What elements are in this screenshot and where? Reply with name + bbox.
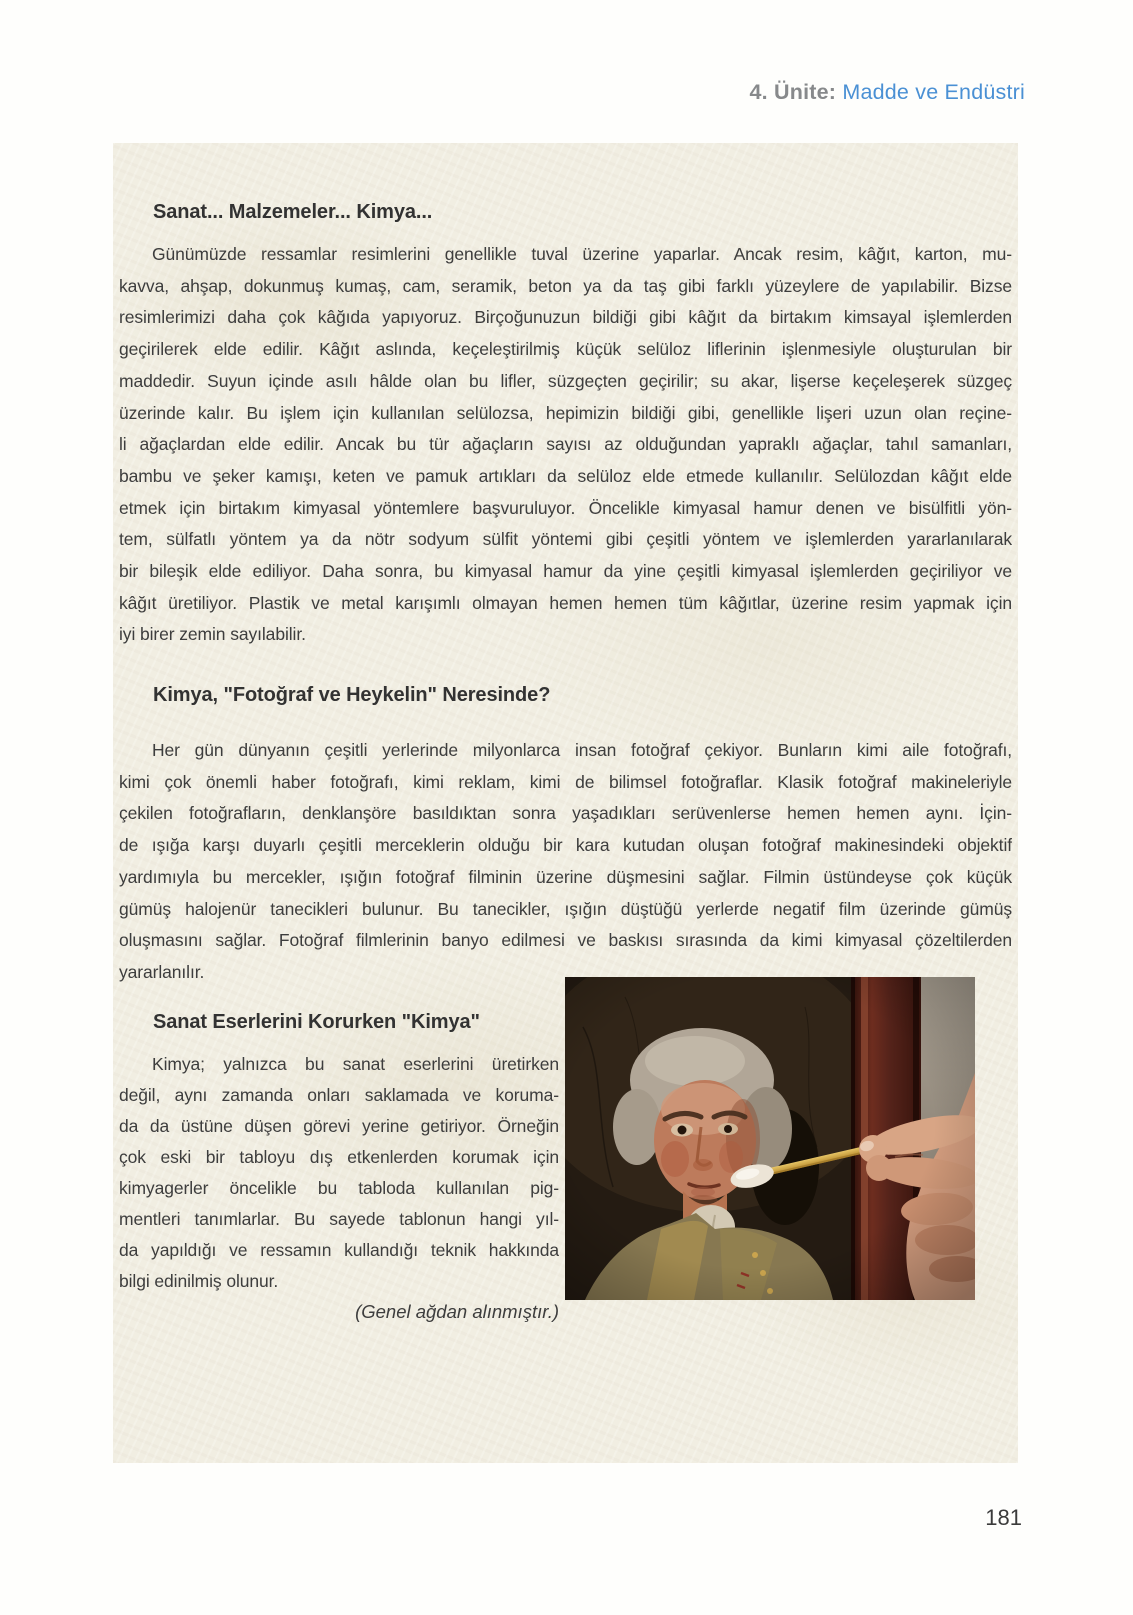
text-line: resimlerimizi daha çok kâğıda yapıyoruz. Birçoğunuzun bildiği gibi kâğıt da birtakım kimsayal işlemlerden (119, 307, 1012, 328)
section-heading-conservation: Sanat Eserlerini Korurken "Kimya" (153, 1011, 480, 1033)
painting-restoration-photo (565, 977, 975, 1300)
text-line: de ışığa karşı duyarlı çeşitli merceklerin olduğu bir kara kutudan oluşan fotoğraf makinesindeki objektif (119, 835, 1012, 856)
text-line: değil, aynı zamanda onları saklamada ve koruma- (119, 1085, 559, 1105)
text-line: üzerinde kalır. Bu işlem için kullanılan selülozsa, hepimizin bildiği gibi, genellikle lişeri uzun olan reçine- (119, 402, 1012, 423)
text-line: çekilen fotoğrafların, denklanşöre basıldıktan sonra yaşadıkları serüvenlerse hemen hemen aynı. İçin- (119, 803, 1012, 824)
figure-caption: (Genel ağdan alınmıştır.) (355, 1301, 559, 1322)
text-line: maddedir. Suyun içinde asılı hâlde olan bu lifler, süzgeçten geçirilir; su akar, lişerse keçeleşerek süzgeç (119, 370, 1012, 391)
section-heading-materials: Sanat... Malzemeler... Kimya... (153, 201, 433, 223)
text-line: bir bileşik elde ediliyor. Daha sonra, bu kimyasal hamur da yine çeşitli kimyasal işlemlerden geçiriliyor ve (119, 561, 1012, 582)
text-line: iyi birer zemin sayılabilir. (119, 624, 306, 645)
section-heading-photography: Kimya, "Fotoğraf ve Heykelin" Neresinde? (153, 684, 551, 706)
text-line: bambu ve şeker kamışı, keten ve pamuk artıkları da selüloz elde etmede kullanılır. Selülozdan kâğıt elde (119, 465, 1012, 486)
text-line: etmek için birtakım kimyasal yöntemlere başvuruluyor. Öncelikle kimyasal hamur denen ve bisülfitli yön- (119, 497, 1012, 518)
text-line: Günümüzde ressamlar resimlerini genellikle tuval üzerine yaparlar. Ancak resim, kâğıt, karton, mu- (152, 244, 1012, 264)
unit-title: Madde ve Endüstri (842, 80, 1025, 104)
text-line: kimi çok önemli haber fotoğrafı, kimi reklam, kimi de bilimsel fotoğraflar. Klasik fotoğraf makineleriyle (119, 771, 1012, 792)
text-line: mentleri tanımlarlar. Bu sayede tablonun hangi yıl- (119, 1209, 559, 1229)
text-line: tem, sülfatlı yöntem ya da nötr sodyum sülfit yöntemi gibi çeşitli yöntem ve işlemlerden yararlanılarak (119, 529, 1012, 550)
text-line: da da üstüne düşen görevi yerine getiriyor. Örneğin (119, 1116, 559, 1136)
text-line: yararlanılır. (119, 961, 205, 982)
content-panel (113, 143, 1018, 1463)
text-line: da yapıldığı ve ressamın kullandığı teknik hakkında (119, 1240, 559, 1260)
section-paragraph-conservation (119, 1049, 559, 1297)
text-line: kâğıt üretiliyor. Plastik ve metal karışımlı olmayan hemen hemen tüm kâğıtlar, üzerine resim yapmak için (119, 592, 1012, 613)
section-paragraph-photography (119, 735, 1012, 989)
text-line: bilgi edinilmiş olunur. (119, 1271, 279, 1291)
unit-header (750, 80, 1025, 105)
text-line: kimyagerler öncelikle bu tabloda kullanılan pig- (119, 1178, 559, 1198)
text-line: gümüş halojenür tanecikleri bulunur. Bu tanecikler, ışığın düştüğü yerlerde negatif film üzerinde gümüş (119, 898, 1012, 919)
text-line: Her gün dünyanın çeşitli yerlerinde milyonlarca insan fotoğraf çekiyor. Bunların kimi aile fotoğrafı, (152, 740, 1012, 760)
section-paragraph-materials (119, 239, 1012, 651)
text-line: geçirilerek elde edilir. Kâğıt aslında, keçeleştirilmiş küçük selüloz liflerinin işlenmesiyle oluşturulan bir (119, 339, 1012, 360)
text-line: li ağaçlardan elde edilir. Ancak bu tür ağaçların sayısı az olduğundan yapraklı ağaçlar, tahıl samanları, (119, 434, 1012, 455)
text-line: kavva, ahşap, dokunmuş kumaş, cam, seramik, beton ya da taş gibi farklı yüzeylere de yapılabilir. Bizse (119, 275, 1012, 296)
text-line: Kimya; yalnızca bu sanat eserlerini üretirken (152, 1054, 559, 1074)
unit-number-label: 4. Ünite: (749, 80, 837, 104)
page-number: 181 (985, 1505, 1022, 1530)
text-line: çok eski bir tabloyu dış etkenlerden korumak için (119, 1147, 559, 1167)
text-line: yardımıyla bu mercekler, ışığın fotoğraf filminin üzerine düşmesini sağlar. Filmin üstündeyse çok küçük (119, 866, 1012, 887)
painting-restoration-illustration (565, 977, 975, 1300)
text-line: oluşmasını sağlar. Fotoğraf filmlerinin banyo edilmesi ve baskısı sırasında da kimi kimyasal çözeltilerden (119, 930, 1012, 951)
